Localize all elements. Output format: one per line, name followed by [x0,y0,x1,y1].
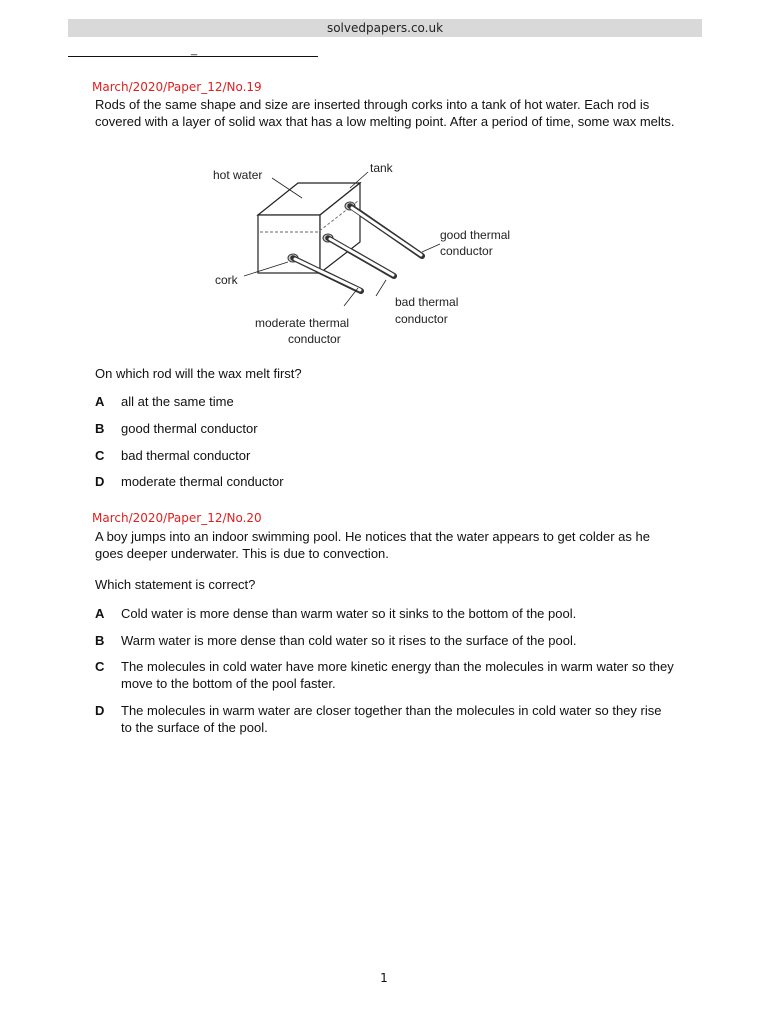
question-19-option-c [95,447,675,464]
option-text: moderate thermal conductor [121,474,284,489]
option-letter: D [95,703,105,718]
option-letter: C [95,448,105,463]
option-letter: B [95,633,105,648]
option-text: good thermal conductor [121,421,258,436]
option-text: The molecules in warm water are closer together than the molecules in cold water so they rise to the surface of the pool. [121,703,662,735]
header-mark: _ [191,44,198,56]
label-bad-conductor-2: conductor [395,312,448,326]
label-cork: cork [215,273,238,287]
option-letter: C [95,659,105,674]
question-19-reference: March/2020/Paper_12/No.19 [92,80,262,94]
label-moderate-conductor-1: moderate thermal [255,316,350,330]
header-rule [68,56,318,57]
label-bad-conductor-1: bad thermal [395,295,459,309]
thermal-conductor-diagram [200,158,540,350]
option-text: Warm water is more dense than cold water so it rises to the surface of the pool. [121,633,577,648]
question-20-reference: March/2020/Paper_12/No.20 [92,511,262,525]
question-19-option-a [95,393,675,410]
site-header: solvedpapers.co.uk [68,19,702,37]
question-19-prompt: On which rod will the wax melt first? [95,366,302,381]
question-19-stem: Rods of the same shape and size are inserted through corks into a tank of hot water. Each rod is covered with a layer of solid wax that has a low melting point. After a period of time, some wax melts. [95,97,675,129]
question-20-prompt: Which statement is correct? [95,577,256,592]
option-letter: B [95,421,105,436]
option-letter: A [95,606,105,621]
page-number: 1 [380,971,388,985]
option-text: bad thermal conductor [121,448,251,463]
question-19-option-d [95,473,675,490]
question-20-option-a [95,605,675,622]
label-moderate-conductor-2: conductor [288,332,341,346]
question-19-option-b [95,420,675,437]
question-20-option-c [95,658,675,692]
question-20-option-b [95,632,675,649]
question-20-option-d [95,702,675,736]
label-good-conductor-2: conductor [440,244,493,258]
option-text: all at the same time [121,394,234,409]
label-good-conductor-1: good thermal [440,228,511,242]
option-letter: D [95,474,105,489]
label-tank: tank [370,161,393,175]
option-text: The molecules in cold water have more kinetic energy than the molecules in warm water so they move to the bottom of the pool faster. [121,659,674,691]
option-text: Cold water is more dense than warm water so it sinks to the bottom of the pool. [121,606,577,621]
question-20-stem: A boy jumps into an indoor swimming pool. He notices that the water appears to get colder as he goes deeper underwater. This is due to convection. [95,529,650,561]
label-hot-water: hot water [213,168,263,182]
option-letter: A [95,394,105,409]
